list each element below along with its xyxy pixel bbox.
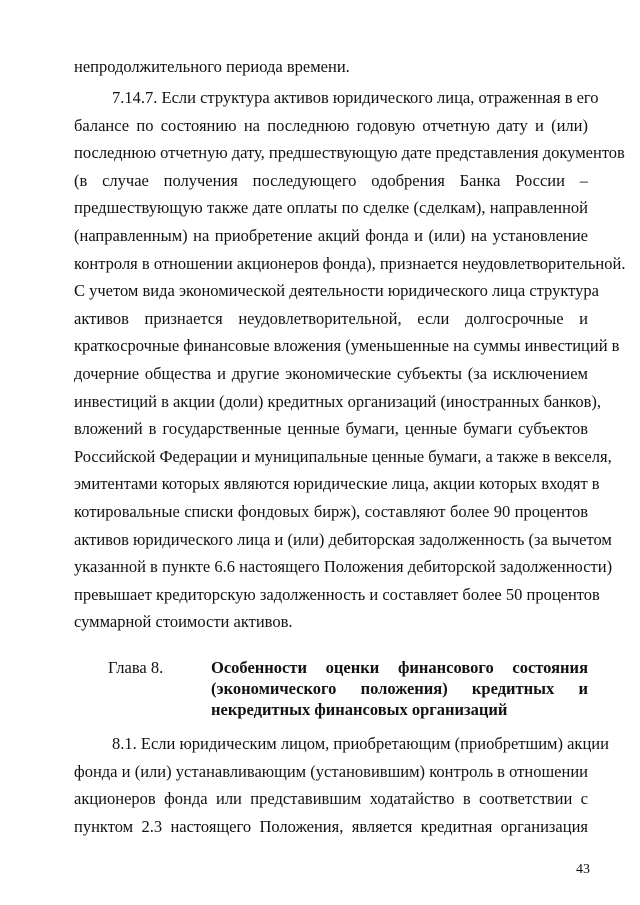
page-number: 43 bbox=[576, 862, 590, 877]
text-line: предшествующую также дате оплаты по сделке (сделкам), направленной bbox=[74, 198, 588, 218]
text-line: краткосрочные финансовые вложения (уменьшенные на суммы инвестиций в bbox=[74, 336, 620, 356]
text-line: фонда и (или) устанавливающим (установившим) контроль в отношении bbox=[74, 761, 588, 781]
text-line: эмитентами которых являются юридические лица, акции которых входят в bbox=[74, 474, 600, 494]
chapter-title-line: (экономического положения) кредитных и bbox=[211, 679, 588, 698]
text-line: суммарной стоимости активов. bbox=[74, 612, 293, 632]
text-line: инвестиций в акции (доли) кредитных организаций (иностранных банков), bbox=[74, 391, 601, 411]
text-line: вложений в государственные ценные бумаги, ценные бумаги субъектов bbox=[74, 419, 588, 439]
paragraph-8-1 bbox=[74, 730, 609, 840]
text-line: контроля в отношении акционеров фонда), признается неудовлетворительной. bbox=[74, 253, 626, 273]
text-line: балансе по состоянию на последнюю годовую отчетную дату и (или) bbox=[74, 115, 588, 135]
text-line: котировальные списки фондовых бирж), составляют более 90 процентов bbox=[74, 501, 588, 521]
text-line: акционеров фонда или представившим ходатайство в соответствии с bbox=[74, 789, 588, 809]
text-line: превышает кредиторскую задолженность и составляет более 50 процентов bbox=[74, 584, 600, 604]
chapter-title bbox=[211, 657, 588, 720]
continued-text bbox=[74, 53, 588, 81]
text-line: дочерние общества и другие экономические субъекты (за исключением bbox=[74, 363, 588, 383]
text-line: 7.14.7. Если структура активов юридического лица, отраженная в его bbox=[112, 88, 599, 107]
chapter-title-line: Особенности оценки финансового состояния bbox=[211, 658, 588, 677]
text-line: активов признается неудовлетворительной, если долгосрочные и bbox=[74, 308, 588, 328]
text-line: последнюю отчетную дату, предшествующую дате представления документов bbox=[74, 143, 625, 163]
text-line: 8.1. Если юридическим лицом, приобретающим (приобретшим) акции bbox=[112, 734, 609, 753]
chapter-title-line: некредитных финансовых организаций bbox=[211, 700, 508, 719]
text-line: указанной в пункте 6.6 настоящего Положения дебиторской задолженности) bbox=[74, 557, 613, 577]
text-line: Российской Федерации и муниципальные ценные бумаги, а также в векселя, bbox=[74, 446, 612, 466]
text-line: непродолжительного периода времени. bbox=[74, 57, 350, 76]
text-line: (направленным) на приобретение акций фонда и (или) на установление bbox=[74, 225, 588, 245]
chapter-label: Глава 8. bbox=[108, 658, 164, 677]
text-line: С учетом вида экономической деятельности юридического лица структура bbox=[74, 281, 599, 301]
text-line: пунктом 2.3 настоящего Положения, является кредитная организация bbox=[74, 816, 588, 836]
text-line: (в случае получения последующего одобрения Банка России – bbox=[74, 170, 588, 190]
paragraph-7-14-7 bbox=[74, 84, 626, 636]
text-line: активов юридического лица и (или) дебиторская задолженность (за вычетом bbox=[74, 529, 612, 549]
